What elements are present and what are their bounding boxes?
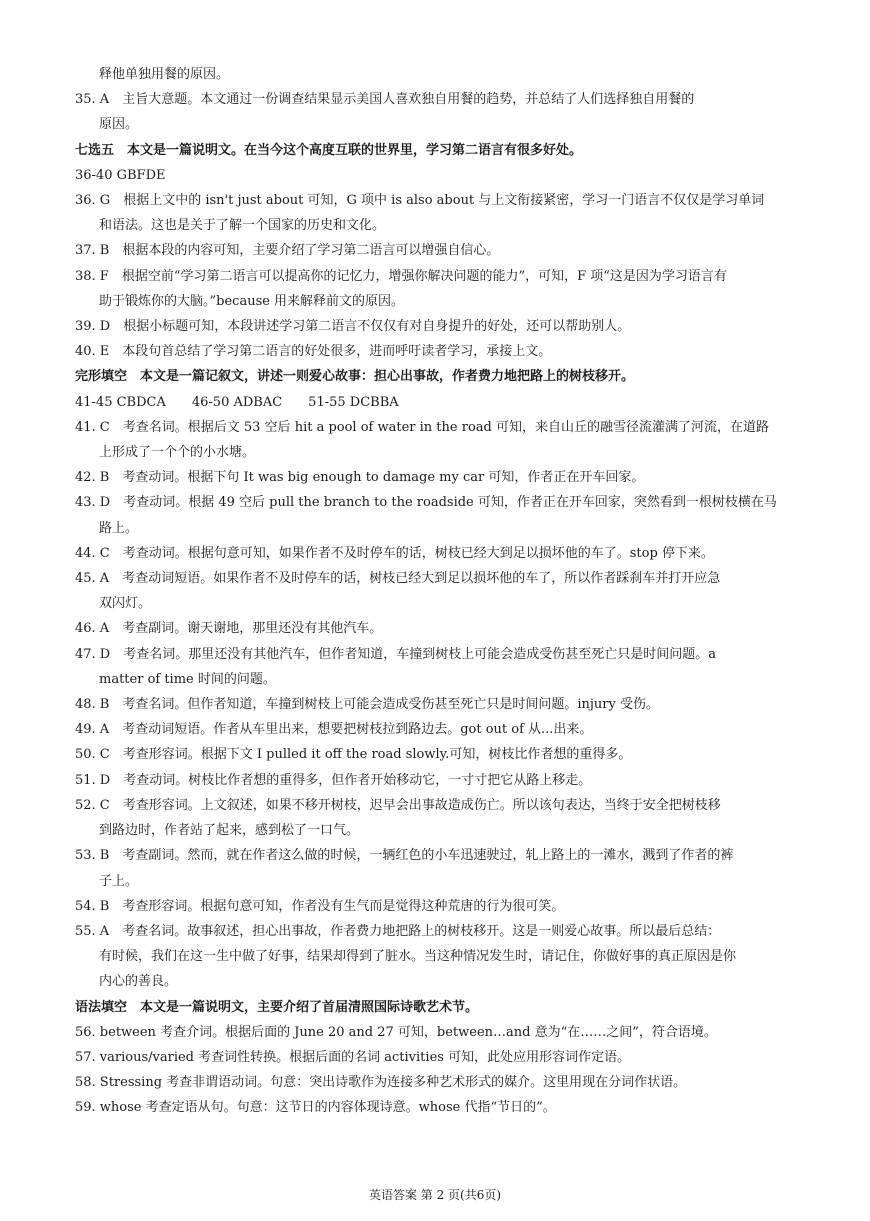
answer-line: 43. D 考查动词。根据 49 空后 pull the branch to the roadside 可知，作者正在开车回家，突然看到一根树枝横在马: [75, 495, 777, 511]
answer-line: 37. B 根据本段的内容可知，主要介绍了学习第二语言可以增强自信心。: [75, 243, 500, 259]
continuation-line: 和语法。这也是关于了解一个国家的历史和文化。: [99, 218, 386, 234]
answer-line: 50. C 考查形容词。根据下文 I pulled it off the road slowly.可知，树枝比作者想的重得多。: [75, 747, 632, 763]
answer-line: 42. B 考查动词。根据下句 It was big enough to damage my car 可知，作者正在开车回家。: [75, 470, 645, 486]
continuation-line: 路上。: [99, 520, 139, 536]
answer-content: [75, 62, 805, 1121]
answer-line: 36-40 GBFDE: [75, 167, 166, 183]
section-heading: 语法填空 本文是一篇说明文，主要介绍了首届清照国际诗歌艺术节。: [75, 999, 479, 1015]
answer-line: 46. A 考查副词。谢天谢地，那里还没有其他汽车。: [75, 621, 383, 637]
continuation-line: 助于锻炼你的大脑。”because 用来解释前文的原因。: [99, 293, 405, 309]
section-heading: 七选五 本文是一篇说明文。在当今这个高度互联的世界里，学习第二语言有很多好处。: [75, 142, 583, 158]
answer-line: 53. B 考查副词。然而，就在作者这么做的时候，一辆红色的小车迅速驶过，轧上路上的一滩水，溅到了作者的裤: [75, 848, 734, 864]
answer-line: 55. A 考查名词。故事叙述，担心出事故，作者费力地把路上的树枝移开。这是一则爱心故事。所以最后总结：: [75, 923, 721, 939]
continuation-line: 释他单独用餐的原因。: [99, 67, 230, 82]
answer-line: 45. A 考查动词短语。如果作者不及时停车的话，树枝已经大到足以损坏他的车了，所以作者踩刹车并打开应急: [75, 571, 721, 587]
continuation-line: matter of time 时间的问题。: [99, 671, 276, 687]
continuation-line: 原因。: [99, 117, 139, 133]
continuation-line: 到路边时，作者站了起来，感到松了一口气。: [99, 823, 360, 839]
section-heading: 完形填空 本文是一篇记叙文，讲述一则爱心故事：担心出事故，作者费力地把路上的树枝移开。: [75, 369, 635, 385]
answer-line: 51. D 考查动词。树枝比作者想的重得多，但作者开始移动它，一寸寸把它从路上移走。: [75, 772, 592, 788]
answer-line: 36. G 根据上文中的 isn't just about 可知，G 项中 is also about 与上文衔接紧密，学习一门语言不仅仅是学习单词: [75, 193, 765, 209]
answer-line: 48. B 考查名词。但作者知道，车撞到树枝上可能会造成受伤甚至死亡只是时间问题。injury 受伤。: [75, 697, 659, 713]
answer-line: 52. C 考查形容词。上文叙述，如果不移开树枝，迟早会出事故造成伤亡。所以该句表达，当终于安全把树枝移: [75, 797, 721, 813]
answer-line: 47. D 考查名词。那里还没有其他汽车，但作者知道，车撞到树枝上可能会造成受伤甚至死亡只是时间问题。a: [75, 646, 716, 662]
answer-line: 59. whose 考查定语从句。句意：这节日的内容体现诗意。whose 代指“节日的”。: [75, 1100, 556, 1116]
answer-line: 40. E 本段句首总结了学习第二语言的好处很多，进而呼吁读者学习，承接上文。: [75, 344, 552, 360]
answer-line: 56. between 考查介词。根据后面的 June 20 and 27 可知，between…and 意为“在……之间”，符合语境。: [75, 1024, 717, 1040]
answer-line: 38. F 根据空前“学习第二语言可以提高你的记忆力，增强你解决问题的能力”，可知，F 项“这是因为学习语言有: [75, 268, 727, 284]
continuation-line: 有时候，我们在这一生中做了好事，结果却得到了脏水。当这种情况发生时，请记住，你做好事的真正原因是你: [99, 949, 737, 965]
answer-line: 44. C 考查动词。根据句意可知，如果作者不及时停车的话，树枝已经大到足以损坏他的车了。stop 停下来。: [75, 545, 714, 561]
continuation-line: 双闪灯。: [99, 596, 152, 612]
answer-line: 39. D 根据小标题可知，本段讲述学习第二语言不仅仅有对自身提升的好处，还可以帮助别人。: [75, 319, 631, 335]
answer-line: 41-45 CBDCA 46-50 ADBAC 51-55 DCBBA: [75, 394, 399, 410]
answer-line: 41. C 考查名词。根据后文 53 空后 hit a pool of water in the road 可知，来自山丘的融雪径流灌满了河流，在道路: [75, 419, 769, 435]
answer-line: 49. A 考查动词短语。作者从车里出来，想要把树枝拉到路边去。got out of 从...出来。: [75, 722, 593, 738]
answer-line: 54. B 考查形容词。根据句意可知，作者没有生气而是觉得这种荒唐的行为很可笑。: [75, 898, 565, 914]
continuation-line: 内心的善良。: [99, 974, 178, 990]
page-footer: 英语答案 第 2 页(共6页): [368, 1188, 502, 1202]
continuation-line: 子上。: [99, 873, 139, 889]
answer-line: 58. Stressing 考查非谓语动词。句意：突出诗歌作为连接多种艺术形式的媒介。这里用现在分词作状语。: [75, 1075, 687, 1091]
continuation-line: 上形成了一个个的小水塘。: [99, 445, 256, 461]
answer-line: 35. A 主旨大意题。本文通过一份调查结果显示美国人喜欢独自用餐的趋势，并总结了人们选择独自用餐的: [75, 92, 695, 108]
answer-line: 57. various/varied 考查词性转换。根据后面的名词 activities 可知，此处应用形容词作定语。: [75, 1049, 631, 1065]
